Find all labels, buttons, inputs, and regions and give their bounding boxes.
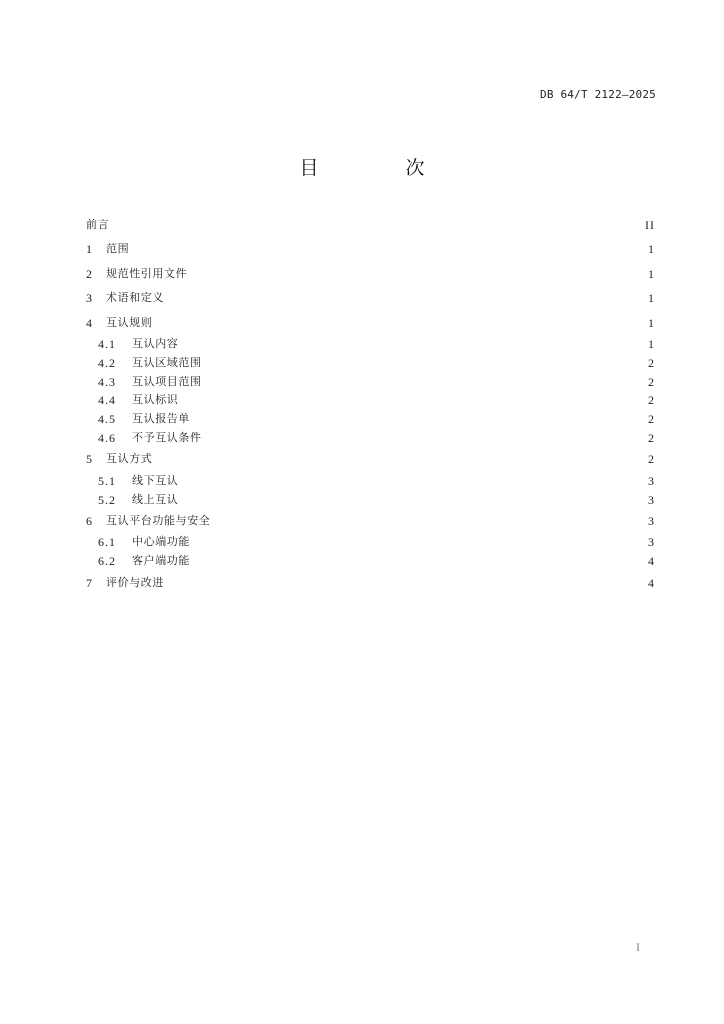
toc-entry-number: 6: [86, 514, 92, 528]
dot-leader: [182, 491, 643, 509]
toc-entry-label: 评价与改进: [106, 575, 164, 589]
toc-entry-1[interactable]: [86, 240, 655, 258]
toc-entry-3[interactable]: [86, 289, 655, 307]
toc-entry-foreword[interactable]: [86, 216, 655, 234]
dot-leader: [168, 574, 643, 592]
dot-leader: [214, 512, 643, 530]
toc-entry-4-2[interactable]: [98, 354, 655, 372]
toc-entry-label: 不予互认条件: [132, 431, 202, 444]
toc-entry-page: 1: [648, 242, 655, 257]
toc-entry-label: 互认标识: [132, 393, 179, 407]
toc-entry-label: 互认报告单: [132, 412, 190, 426]
dot-leader: [194, 533, 643, 551]
toc-entry-2[interactable]: [86, 265, 655, 283]
dot-leader: [182, 391, 643, 409]
toc-entry-number: 5.2: [98, 492, 116, 507]
toc-entry-page: 3: [648, 535, 655, 550]
document-code: DB 64/T 2122—2025: [540, 88, 656, 101]
toc-entry-page: 1: [648, 266, 655, 281]
page-title: 目 次: [299, 157, 459, 179]
dot-leader: [156, 314, 643, 332]
toc-entry-page: 2: [648, 355, 655, 370]
toc-entry-label: 互认项目范围: [132, 374, 202, 388]
toc-entry-page: 2: [648, 393, 655, 408]
dot-leader: [194, 410, 643, 428]
toc-entry-label: 互认平台功能与安全: [106, 514, 211, 527]
toc-entry-number: 4.4: [98, 393, 116, 408]
toc-entry-label: 范围: [106, 242, 130, 256]
toc-entry-label: 互认区域范围: [132, 355, 202, 369]
toc-entry-label: 规范性引用文件: [106, 266, 188, 280]
toc-entry-number: 4.5: [98, 412, 116, 427]
toc-entry-page: 3: [648, 473, 655, 488]
toc-entry-4-5[interactable]: [98, 410, 655, 428]
dot-leader: [182, 335, 643, 353]
toc-entry-5-2[interactable]: [98, 491, 655, 509]
toc-entry-number: 4.1: [98, 337, 116, 351]
toc-entry-number: 6.2: [98, 554, 116, 569]
toc-entry-5-1[interactable]: [98, 472, 655, 490]
dot-leader: [156, 450, 643, 468]
toc-entry-number: 5.1: [98, 473, 116, 488]
toc-entry-number: 2: [86, 266, 92, 281]
toc-entry-number: 3: [86, 291, 92, 306]
dot-leader: [194, 552, 643, 570]
toc-entry-6[interactable]: [86, 512, 655, 530]
toc-entry-label: 线下互认: [132, 473, 179, 487]
toc-entry-page: 2: [648, 431, 655, 445]
toc-entry-page: 1: [648, 337, 655, 351]
toc-entry-label: 线上互认: [132, 492, 179, 506]
toc-entry-number: 4.2: [98, 355, 116, 370]
toc-entry-number: 4: [86, 315, 92, 330]
toc-entry-label: 中心端功能: [132, 535, 190, 549]
dot-leader: [191, 265, 643, 283]
toc-entry-number: 4.3: [98, 374, 116, 389]
toc-entry-7[interactable]: [86, 574, 655, 592]
toc-entry-page: 3: [648, 492, 655, 507]
toc-entry-label: 前言: [86, 218, 110, 231]
toc-entry-6-2[interactable]: [98, 552, 655, 570]
toc-entry-page: 2: [648, 452, 655, 467]
toc-entry-5[interactable]: [86, 450, 655, 468]
toc-entry-4-3[interactable]: [98, 373, 655, 391]
toc-entry-6-1[interactable]: [98, 533, 655, 551]
toc-entry-number: 1: [86, 242, 92, 257]
toc-entry-label: 术语和定义: [106, 291, 164, 305]
toc-entry-number: 6.1: [98, 535, 116, 550]
toc-entry-4-1[interactable]: [98, 335, 655, 353]
toc-entry-number: 4.6: [98, 431, 116, 445]
dot-leader: [133, 240, 643, 258]
toc-entry-page: 2: [648, 412, 655, 427]
toc-entry-label: 互认内容: [132, 337, 179, 350]
dot-leader: [206, 429, 643, 447]
toc-entry-label: 互认方式: [106, 452, 153, 466]
toc-entry-page: 4: [648, 575, 655, 590]
toc-entry-page: II: [645, 218, 655, 232]
toc-entry-4-4[interactable]: [98, 391, 655, 409]
toc-entry-page: 3: [648, 514, 655, 528]
dot-leader: [206, 354, 643, 372]
toc-entry-page: 4: [648, 554, 655, 569]
dot-leader: [113, 216, 641, 234]
dot-leader: [206, 373, 643, 391]
toc-entry-label: 互认规则: [106, 315, 153, 329]
page-number: I: [636, 940, 640, 954]
toc-entry-page: 1: [648, 291, 655, 306]
toc-entry-page: 1: [648, 315, 655, 330]
dot-leader: [182, 472, 643, 490]
toc-entry-4-6[interactable]: [98, 429, 655, 447]
toc-entry-number: 7: [86, 575, 92, 590]
toc-entry-label: 客户端功能: [132, 554, 190, 568]
toc-entry-4[interactable]: [86, 314, 655, 332]
toc-entry-number: 5: [86, 452, 92, 467]
dot-leader: [168, 289, 643, 307]
toc-entry-page: 2: [648, 374, 655, 389]
